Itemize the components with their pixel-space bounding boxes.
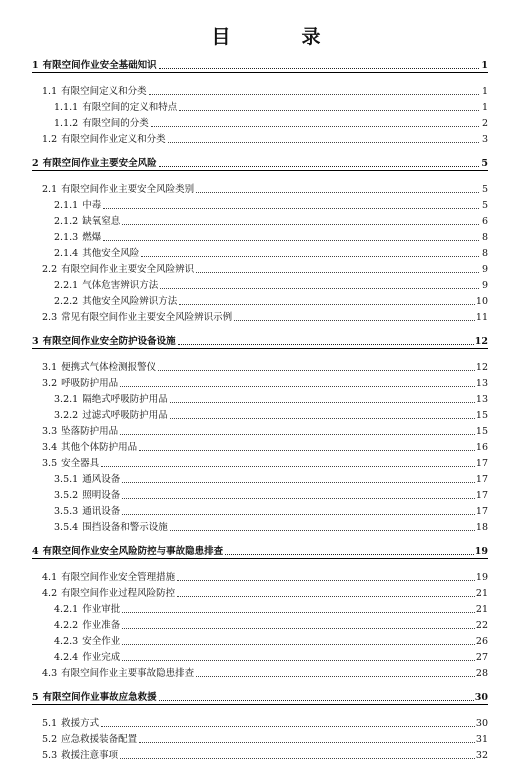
toc-entry-title: 作业审批	[82, 604, 121, 615]
toc-entry-page-number: 17	[475, 474, 488, 485]
toc-entry-page-number: 6	[481, 216, 488, 227]
toc-entry-number: 4	[32, 546, 39, 557]
toc-entry-page-number: 27	[475, 652, 488, 663]
toc-entry-title: 燃爆	[82, 232, 102, 243]
toc-entry-page-number: 28	[475, 668, 488, 679]
toc-entry-title: 有限空间的定义和特点	[82, 102, 178, 113]
toc-entry-page-number: 5	[481, 200, 488, 211]
toc-entry-number: 5.3	[42, 750, 58, 761]
toc-entry-number: 3.2.2	[54, 410, 79, 421]
toc-dot-leader	[139, 450, 475, 451]
toc-entry-level-3[interactable]	[32, 292, 488, 308]
toc-entry-level-2[interactable]	[32, 374, 488, 390]
toc-entry-page-number: 1	[481, 86, 488, 97]
toc-dot-leader	[234, 320, 475, 321]
toc-entry-page-number: 5	[481, 184, 488, 195]
toc-entry-title: 有限空间定义和分类	[61, 86, 147, 97]
toc-entry-number: 1.1.2	[54, 118, 79, 129]
toc-dot-leader	[120, 434, 475, 435]
toc-dot-leader	[168, 142, 479, 143]
toc-entry-page-number: 31	[475, 734, 488, 745]
toc-entry-number: 3.4	[42, 442, 58, 453]
toc-entry-number: 4.2.1	[54, 604, 79, 615]
toc-dot-leader	[170, 530, 475, 531]
toc-entry-level-1[interactable]	[32, 56, 488, 73]
toc-entry-title: 照明设备	[82, 490, 121, 501]
toc-entry-title: 便携式气体检测报警仪	[61, 362, 157, 373]
toc-dot-leader	[122, 224, 479, 225]
toc-entry-level-3[interactable]	[32, 470, 488, 486]
toc-entry-level-3[interactable]	[32, 502, 488, 518]
toc-entry-level-2[interactable]	[32, 714, 488, 730]
toc-entry-number: 5.1	[42, 718, 58, 729]
toc-entry-title: 气体危害辨识方法	[82, 280, 159, 291]
toc-entry-page-number: 2	[481, 118, 488, 129]
toc-entry-level-1[interactable]	[32, 542, 488, 559]
toc-entry-page-number: 3	[481, 134, 488, 145]
toc-entry-title: 围挡设备和警示设施	[82, 522, 168, 533]
toc-entry-number: 2.1.4	[54, 248, 79, 259]
toc-dot-leader	[179, 304, 475, 305]
toc-entry-page-number: 1	[481, 102, 488, 113]
toc-entry-title: 有限空间作业主要安全风险辨识	[61, 264, 195, 275]
toc-dot-leader	[122, 660, 475, 661]
toc-entry-level-2[interactable]	[32, 180, 488, 196]
toc-entry-level-3[interactable]	[32, 632, 488, 648]
toc-dot-leader	[158, 370, 475, 371]
toc-entry-level-2[interactable]	[32, 746, 488, 762]
toc-dot-leader	[120, 386, 475, 387]
toc-entry-level-3[interactable]	[32, 98, 488, 114]
toc-entry-number: 2.1.3	[54, 232, 79, 243]
toc-dot-leader	[196, 676, 475, 677]
toc-entry-number: 3.2	[42, 378, 58, 389]
toc-entry-page-number: 1	[481, 60, 488, 71]
toc-entry-level-2[interactable]	[32, 730, 488, 746]
toc-entry-number: 5	[32, 692, 39, 703]
toc-entry-number: 2	[32, 158, 39, 169]
toc-dot-leader	[120, 758, 475, 759]
toc-entry-level-2[interactable]	[32, 454, 488, 470]
toc-entry-number: 2.1.2	[54, 216, 79, 227]
toc-entry-page-number: 30	[474, 692, 488, 703]
toc-entry-title: 常见有限空间作业主要安全风险辨识示例	[61, 312, 233, 323]
toc-dot-leader	[101, 726, 475, 727]
toc-entry-level-2[interactable]	[32, 438, 488, 454]
toc-entry-number: 5.2	[42, 734, 58, 745]
toc-entry-title: 通讯设备	[82, 506, 121, 517]
toc-entry-level-2[interactable]	[32, 260, 488, 276]
toc-entry-level-1[interactable]	[32, 332, 488, 349]
toc-dot-leader	[177, 580, 475, 581]
toc-entry-level-2[interactable]	[32, 422, 488, 438]
toc-entry-title: 有限空间作业主要安全风险类别	[61, 184, 195, 195]
toc-entry-title: 有限空间作业安全风险防控与事故隐患排查	[42, 546, 224, 557]
toc-entry-number: 1.1	[42, 86, 58, 97]
toc-entry-level-2[interactable]	[32, 568, 488, 584]
toc-entry-number: 2.2.1	[54, 280, 79, 291]
toc-entry-title: 其他个体防护用品	[61, 442, 138, 453]
toc-entry-number: 4.2.4	[54, 652, 79, 663]
toc-entry-page-number: 9	[481, 280, 488, 291]
toc-dot-leader	[177, 596, 475, 597]
toc-entry-title: 坠落防护用品	[61, 426, 119, 437]
toc-entry-level-3[interactable]	[32, 114, 488, 130]
toc-dot-leader	[122, 482, 475, 483]
toc-entry-level-2[interactable]	[32, 664, 488, 680]
toc-entry-level-3[interactable]	[32, 390, 488, 406]
toc-entry-page-number: 11	[475, 312, 488, 323]
toc-entry-number: 3.5	[42, 458, 58, 469]
toc-entry-level-1[interactable]	[32, 688, 488, 705]
toc-entry-number: 3.5.2	[54, 490, 79, 501]
toc-dot-leader	[159, 166, 479, 167]
toc-dot-leader	[179, 110, 479, 111]
toc-entry-level-3[interactable]	[32, 518, 488, 534]
toc-entry-number: 2.1.1	[54, 200, 79, 211]
toc-dot-leader	[160, 288, 479, 289]
toc-entry-level-3[interactable]	[32, 212, 488, 228]
toc-title: 目 录	[211, 26, 347, 48]
toc-entry-title: 救援方式	[61, 718, 100, 729]
toc-entry-number: 3.1	[42, 362, 58, 373]
toc-entry-title: 通风设备	[82, 474, 121, 485]
toc-entry-page-number: 18	[475, 522, 488, 533]
toc-entry-title: 缺氧窒息	[82, 216, 121, 227]
toc-entry-level-2[interactable]	[32, 308, 488, 324]
toc-entry-title: 有限空间作业主要安全风险	[42, 158, 157, 169]
toc-dot-leader	[151, 126, 479, 127]
toc-dot-leader	[139, 742, 475, 743]
toc-entry-page-number: 26	[475, 636, 488, 647]
toc-dot-leader	[159, 68, 479, 69]
toc-entry-title: 有限空间作业定义和分类	[61, 134, 166, 145]
toc-entry-number: 3	[32, 336, 39, 347]
toc-entry-page-number: 15	[475, 410, 488, 421]
toc-dot-leader	[101, 466, 475, 467]
toc-entry-title: 安全器具	[61, 458, 100, 469]
toc-entry-page-number: 17	[475, 458, 488, 469]
toc-dot-leader	[122, 644, 475, 645]
toc-entry-title: 有限空间作业安全基础知识	[42, 60, 157, 71]
toc-entry-number: 3.5.4	[54, 522, 79, 533]
toc-dot-leader	[170, 402, 475, 403]
toc-entry-page-number: 21	[475, 604, 488, 615]
toc-entry-number: 4.1	[42, 572, 58, 583]
toc-entry-page-number: 16	[475, 442, 488, 453]
toc-entry-level-3[interactable]	[32, 276, 488, 292]
toc-entry-number: 4.2.2	[54, 620, 79, 631]
toc-dot-leader	[122, 628, 475, 629]
toc-dot-leader	[196, 272, 479, 273]
toc-entry-title: 有限空间作业主要事故隐患排查	[61, 668, 195, 679]
toc-entry-page-number: 8	[481, 232, 488, 243]
toc-entry-title: 有限空间的分类	[82, 118, 149, 129]
toc-entry-title: 作业完成	[82, 652, 121, 663]
toc-entry-title: 过滤式呼吸防护用品	[82, 410, 168, 421]
toc-entry-level-3[interactable]	[32, 196, 488, 212]
toc-entry-level-3[interactable]	[32, 648, 488, 664]
toc-entry-title: 有限空间作业事故应急救援	[42, 692, 157, 703]
toc-entry-number: 2.2	[42, 264, 58, 275]
toc-dot-leader	[225, 554, 474, 555]
toc-entry-level-3[interactable]	[32, 616, 488, 632]
toc-entry-title: 安全作业	[82, 636, 121, 647]
toc-entry-page-number: 17	[475, 490, 488, 501]
toc-entry-number: 4.2.3	[54, 636, 79, 647]
toc-dot-leader	[103, 240, 479, 241]
toc-entry-level-2[interactable]	[32, 358, 488, 374]
toc-entry-title: 有限空间作业安全管理措施	[61, 572, 176, 583]
toc-dot-leader	[141, 256, 479, 257]
toc-entry-title: 作业准备	[82, 620, 121, 631]
toc-entry-number: 1.1.1	[54, 102, 79, 113]
toc-entry-number: 4.3	[42, 668, 58, 679]
toc-entry-level-2[interactable]	[32, 584, 488, 600]
toc-dot-leader	[159, 700, 474, 701]
toc-entry-number: 2.1	[42, 184, 58, 195]
toc-entry-number: 2.2.2	[54, 296, 79, 307]
toc-entry-page-number: 9	[481, 264, 488, 275]
toc-entry-level-3[interactable]	[32, 600, 488, 616]
toc-entry-title: 其他安全风险	[82, 248, 140, 259]
toc-entry-page-number: 12	[475, 362, 488, 373]
toc-entry-level-2[interactable]	[32, 130, 488, 146]
toc-entry-number: 4.2	[42, 588, 58, 599]
toc-entry-title: 呼吸防护用品	[61, 378, 119, 389]
toc-entry-page-number: 13	[475, 378, 488, 389]
toc-dot-leader	[122, 514, 475, 515]
toc-entry-title: 隔绝式呼吸防护用品	[82, 394, 168, 405]
toc-entry-page-number: 8	[481, 248, 488, 259]
toc-entry-number: 1	[32, 60, 39, 71]
toc-entry-number: 3.5.1	[54, 474, 79, 485]
toc-entry-page-number: 19	[474, 546, 488, 557]
toc-entry-level-3[interactable]	[32, 486, 488, 502]
toc-entry-level-3[interactable]	[32, 244, 488, 260]
toc-entry-page-number: 22	[475, 620, 488, 631]
toc-entry-page-number: 32	[475, 750, 488, 761]
toc-entry-title: 有限空间作业安全防护设备设施	[42, 336, 176, 347]
toc-entry-number: 2.3	[42, 312, 58, 323]
toc-entry-number: 3.5.3	[54, 506, 79, 517]
toc-dot-leader	[170, 418, 475, 419]
toc-entry-page-number: 12	[474, 336, 488, 347]
toc-dot-leader	[122, 498, 475, 499]
toc-entry-page-number: 5	[481, 158, 488, 169]
toc-dot-leader	[122, 612, 475, 613]
toc-dot-leader	[149, 94, 479, 95]
toc-entry-title: 其他安全风险辨识方法	[82, 296, 178, 307]
toc-entry-number: 1.2	[42, 134, 58, 145]
table-of-contents	[32, 56, 488, 762]
toc-dot-leader	[178, 344, 474, 345]
toc-entry-number: 3.3	[42, 426, 58, 437]
toc-entry-page-number: 21	[475, 588, 488, 599]
toc-entry-page-number: 19	[475, 572, 488, 583]
toc-dot-leader	[196, 192, 479, 193]
toc-entry-page-number: 10	[475, 296, 488, 307]
toc-entry-title: 应急救援装备配置	[61, 734, 138, 745]
toc-entry-level-1[interactable]	[32, 154, 488, 171]
toc-entry-page-number: 17	[475, 506, 488, 517]
toc-entry-level-3[interactable]	[32, 406, 488, 422]
toc-entry-title: 有限空间作业过程风险防控	[61, 588, 176, 599]
toc-dot-leader	[103, 208, 479, 209]
toc-entry-level-2[interactable]	[32, 82, 488, 98]
toc-entry-page-number: 30	[475, 718, 488, 729]
toc-entry-page-number: 15	[475, 426, 488, 437]
toc-entry-level-3[interactable]	[32, 228, 488, 244]
toc-entry-title: 救援注意事项	[61, 750, 119, 761]
toc-entry-page-number: 13	[475, 394, 488, 405]
toc-entry-title: 中毒	[82, 200, 102, 211]
toc-entry-number: 3.2.1	[54, 394, 79, 405]
